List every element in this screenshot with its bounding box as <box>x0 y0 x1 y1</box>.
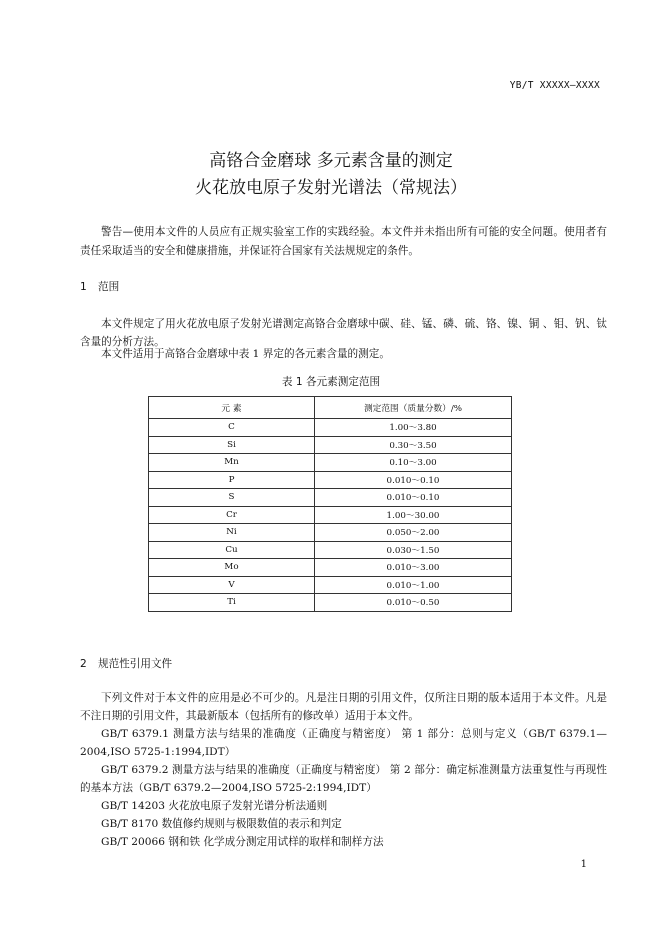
element-cell: Ti <box>149 594 315 612</box>
section-heading-normative-references <box>80 656 172 671</box>
range-cell: 0.010～0.50 <box>315 594 512 612</box>
table-caption: 表 1 各元素测定范围 <box>281 376 381 388</box>
document-title-line-2: 火花放电原子发射光谱法（常规法） <box>195 178 467 198</box>
range-cell: 0.010～3.00 <box>315 559 512 577</box>
element-cell: Cr <box>149 506 315 524</box>
document-title-line-1: 高铬合金磨球 多元素含量的测定 <box>209 151 453 171</box>
reference-list <box>80 725 607 851</box>
element-cell: Mo <box>149 559 315 577</box>
range-cell: 1.00～30.00 <box>315 506 512 524</box>
scope-paragraph-2: 本文件适用于高铬合金磨球中表 1 界定的各元素含量的测定。 <box>101 348 390 360</box>
element-cell: Cu <box>149 541 315 559</box>
range-cell: 0.010～1.00 <box>315 576 512 594</box>
scope-paragraph-1: 本文件规定了用火花放电原子发射光谱测定高铬合金磨球中碳、硅、锰、磷、硫、铬、镍、铜 、钼、钒、钛含量的分析方法。 <box>80 318 607 348</box>
column-header-element: 元 素 <box>149 397 315 419</box>
table-row <box>149 524 512 542</box>
table-row <box>149 454 512 472</box>
range-cell: 0.050～2.00 <box>315 524 512 542</box>
range-cell: 0.30～3.50 <box>315 436 512 454</box>
warning-paragraph: 警告—使用本文件的人员应有正规实验室工作的实践经验。本文件并未指出所有可能的安全问题。使用者有责任采取适当的安全和健康措施，并保证符合国家有关法规规定的条件。 <box>80 226 607 257</box>
element-cell: C <box>149 419 315 437</box>
table-row <box>149 419 512 437</box>
table-row <box>149 576 512 594</box>
table-row <box>149 436 512 454</box>
range-cell: 0.010～0.10 <box>315 489 512 507</box>
range-cell: 1.00～3.80 <box>315 419 512 437</box>
element-cell: P <box>149 471 315 489</box>
range-cell: 0.10～3.00 <box>315 454 512 472</box>
element-range-table <box>148 396 512 612</box>
table-row <box>149 559 512 577</box>
reference-item: GB/T 8170 数值修约规则与极限数值的表示和判定 <box>101 818 342 830</box>
range-cell: 0.010～0.10 <box>315 471 512 489</box>
page-number: 1 <box>580 859 587 870</box>
table-header-row <box>149 397 512 419</box>
reference-item: GB/T 20066 钢和铁 化学成分测定用试样的取样和制样方法 <box>101 836 384 848</box>
reference-item: GB/T 6379.2 测量方法与结果的准确度（正确度与精密度） 第 2 部分：确定标准测量方法重复性与再现性的基本方法（GB/T 6379.2—2004,ISO 5725-2:1994,IDT） <box>80 764 607 794</box>
section-title: 范围 <box>98 281 120 293</box>
element-cell: Si <box>149 436 315 454</box>
range-cell: 0.030～1.50 <box>315 541 512 559</box>
standard-code: YB/T XXXXX—XXXX <box>509 80 600 91</box>
element-cell: Mn <box>149 454 315 472</box>
table-row <box>149 489 512 507</box>
section-title: 规范性引用文件 <box>98 658 173 670</box>
reference-item: GB/T 14203 火花放电原子发射光谱分析法通则 <box>101 800 328 812</box>
section-number: 1 <box>80 281 87 293</box>
section-number: 2 <box>80 658 87 670</box>
references-intro-paragraph: 下列文件对于本文件的应用是必不可少的。凡是注日期的引用文件，仅所注日期的版本适用于本文件。凡是不注日期的引用文件，其最新版本（包括所有的修改单）适用于本文件。 <box>80 692 607 722</box>
table-row <box>149 471 512 489</box>
table-row <box>149 541 512 559</box>
element-cell: S <box>149 489 315 507</box>
column-header-range: 测定范围（质量分数）/% <box>315 397 512 419</box>
element-cell: V <box>149 576 315 594</box>
element-cell: Ni <box>149 524 315 542</box>
table-row <box>149 506 512 524</box>
table-row <box>149 594 512 612</box>
section-heading-scope <box>80 279 119 294</box>
reference-item: GB/T 6379.1 测量方法与结果的准确度（正确度与精密度） 第 1 部分：总则与定义（GB/T 6379.1—2004,ISO 5725-1:1994,IDT） <box>80 728 607 758</box>
